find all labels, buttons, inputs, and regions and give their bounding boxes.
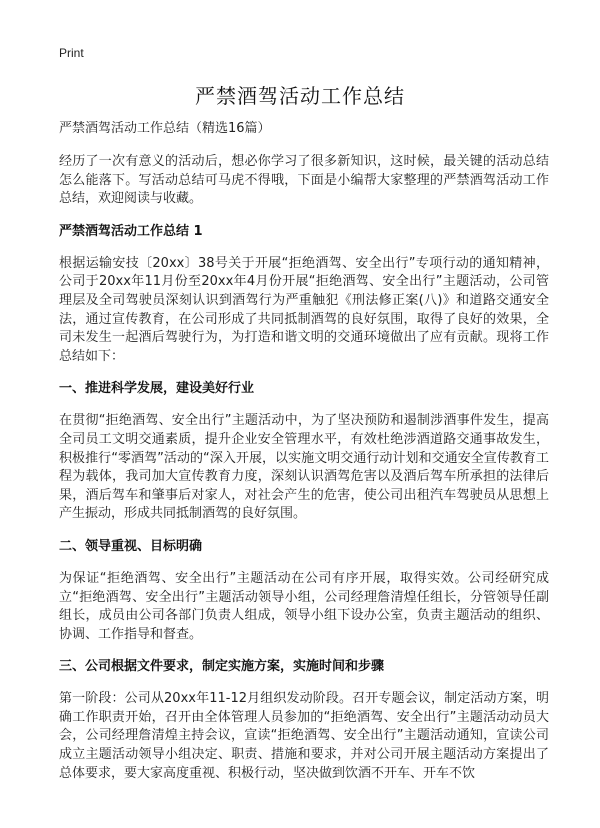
document-body [59, 120, 549, 797]
paragraph-2: 为保证“拒绝酒驾、安全出行”主题活动在公司有序开展，取得实效。公司经研究成立“拒绝酒驾、安全出行”主题活动领导小组，公司经理詹清煌任组长，分管领导任副组长，成员由公司各部门负责人组成，领导小组下设办公室，负责主题活动的组织、协调、工作指导和督查。 [59, 570, 549, 642]
paragraph-1: 在贯彻“拒绝酒驾、安全出行”主题活动中，为了坚决预防和遏制涉酒事件发生，提高全司员工文明交通素质，提升企业安全管理水平，有效杜绝涉酒道路交通事故发生，积极推行“零酒驾”活动的“深入开展，以实施文明交通行动计划和交通安全宣传教育工程为载体，我司加大宣传教育力度，深刻认识酒驾危害以及酒后驾车所承担的法律后果，酒后驾车和肇事后对家人，对社会产生的危害，使公司出租汽车驾驶员从思想上产生振动，形成共同抵制酒驾的良好氛围。 [59, 413, 549, 522]
document-subtitle: 严禁酒驾活动工作总结（精选16篇） [59, 121, 271, 136]
document-title: 严禁酒驾活动工作总结 [195, 84, 405, 108]
heading-2: 二、领导重视、目标明确 [59, 538, 203, 554]
heading-3: 三、公司根据文件要求，制定实施方案，实施时间和步骤 [59, 659, 385, 675]
section-intro-paragraph: 根据运输安技〔20xx〕38号关于开展“拒绝酒驾、安全出行”专项行动的通知精神，公司于20xx年11月份至20xx年4月份开展“拒绝酒驾、安全出行”主题活动，公司管理层及全司驾驶员深刻认识到酒驾行为严重触犯《刑法修正案(八)》和道路交通安全法，通过宣传教育，在公司形成了共同抵制酒驾的良好氛围，取得了良好的效果，全司未发生一起酒后驾驶行为，为打造和谐文明的交通环境做出了应有贡献。现将工作总结如下： [59, 255, 549, 364]
intro-paragraph: 经历了一次有意义的活动后，想必你学习了很多新知识，这时候，最关键的活动总结怎么能落下。写活动总结可马虎不得哦，下面是小编帮大家整理的严禁酒驾活动工作总结，欢迎阅读与收藏。 [59, 154, 549, 207]
heading-1: 一、推进科学发展，建设美好行业 [59, 381, 255, 397]
print-link[interactable]: Print [59, 46, 84, 60]
paragraph-3: 第一阶段：公司从20xx年11-12月组织发动阶段。召开专题会议，制定活动方案，明确工作职责开始，召开由全体管理人员参加的“拒绝酒驾、安全出行”主题活动动员大会，公司经理詹清煌主持会议，宣读“拒绝酒驾、安全出行”主题活动通知，宣读公司成立主题活动领导小组决定、职责、措施和要求，并对公司开展主题活动方案提出了总体要求，要大家高度重视、积极行动，坚决做到饮酒不开车、开车不饮 [59, 691, 549, 781]
section-title: 严禁酒驾活动工作总结 1 [59, 223, 203, 239]
